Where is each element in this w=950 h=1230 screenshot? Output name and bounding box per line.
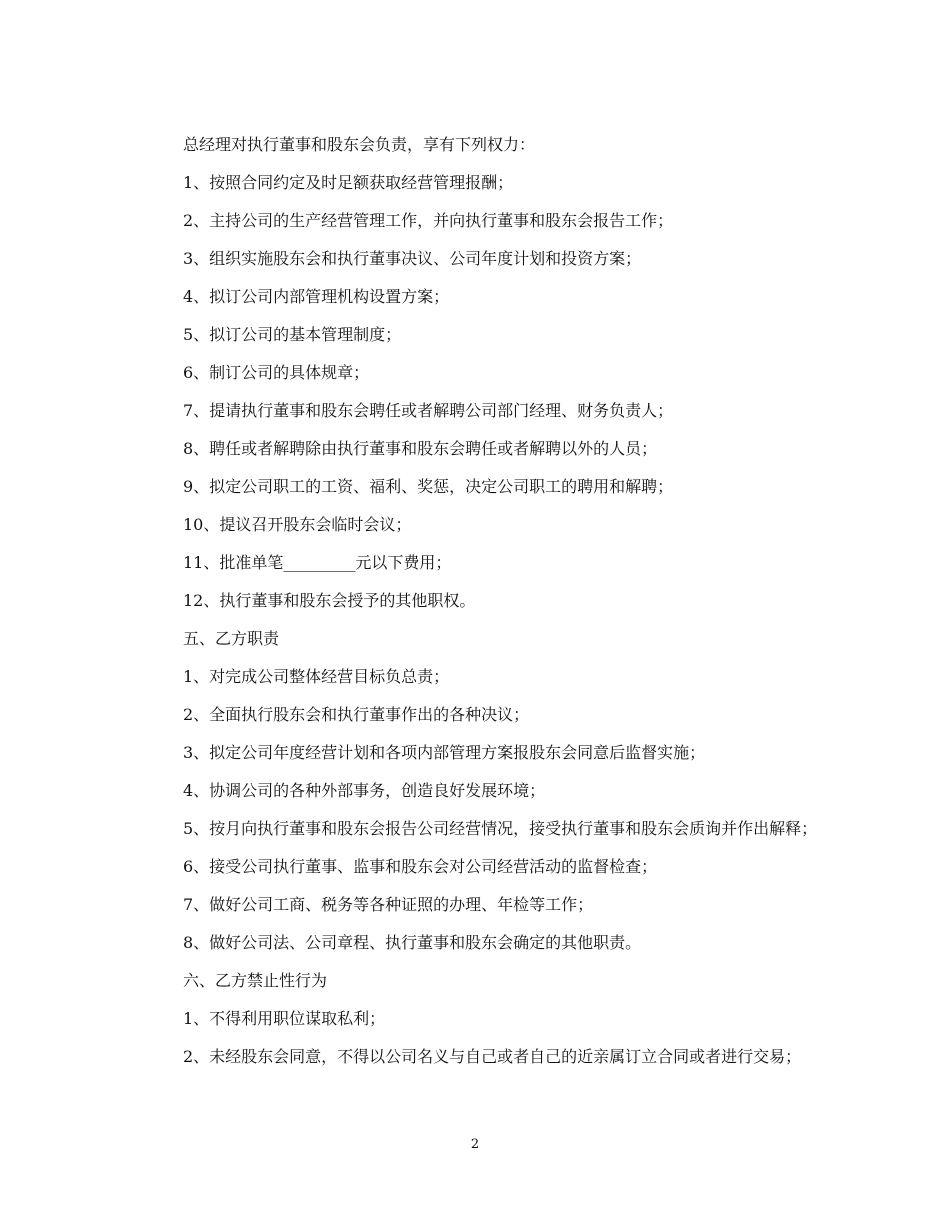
paragraph: 2、主持公司的生产经营管理工作，并向执行董事和股东会报告工作； bbox=[183, 211, 674, 230]
paragraph: 8、聘任或者解聘除由执行董事和股东会聘任或者解聘以外的人员； bbox=[183, 439, 658, 458]
paragraph: 总经理对执行董事和股东会负责，享有下列权力： bbox=[183, 135, 536, 154]
paragraph: 10、提议召开股东会临时会议； bbox=[183, 515, 412, 534]
section-heading: 五、乙方职责 bbox=[183, 629, 280, 648]
paragraph: 4、协调公司的各种外部事务，创造良好发展环境； bbox=[183, 781, 546, 800]
paragraph: 7、做好公司工商、税务等各种证照的办理、年检等工作； bbox=[183, 895, 594, 914]
paragraph: 5、拟订公司的基本管理制度； bbox=[183, 325, 402, 344]
section-heading: 六、乙方禁止性行为 bbox=[183, 971, 328, 990]
paragraph: 11、批准单笔_________元以下费用； bbox=[183, 553, 452, 572]
paragraph: 1、不得利用职位谋取私利； bbox=[183, 1009, 386, 1028]
paragraph: 2、未经股东会同意，不得以公司名义与自己或者自己的近亲属订立合同或者进行交易； bbox=[183, 1047, 802, 1066]
paragraph: 7、提请执行董事和股东会聘任或者解聘公司部门经理、财务负责人； bbox=[183, 401, 674, 420]
paragraph: 8、做好公司法、公司章程、执行董事和股东会确定的其他职责。 bbox=[183, 933, 642, 952]
paragraph: 9、拟定公司职工的工资、福利、奖惩，决定公司职工的聘用和解聘； bbox=[183, 477, 674, 496]
page-number: 2 bbox=[470, 1137, 480, 1152]
paragraph: 2、全面执行股东会和执行董事作出的各种决议； bbox=[183, 705, 530, 724]
paragraph: 3、组织实施股东会和执行董事决议、公司年度计划和投资方案； bbox=[183, 249, 642, 268]
paragraph: 1、按照合同约定及时足额获取经营管理报酬； bbox=[183, 173, 514, 192]
paragraph: 6、制订公司的具体规章； bbox=[183, 363, 370, 382]
paragraph: 12、执行董事和股东会授予的其他职权。 bbox=[183, 591, 476, 610]
paragraph: 1、对完成公司整体经营目标负总责； bbox=[183, 667, 450, 686]
paragraph: 5、按月向执行董事和股东会报告公司经营情况，接受执行董事和股东会质询并作出解释； bbox=[183, 819, 818, 838]
document-body bbox=[147, 126, 822, 1076]
paragraph: 3、拟定公司年度经营计划和各项内部管理方案报股东会同意后监督实施； bbox=[183, 743, 706, 762]
paragraph: 4、拟订公司内部管理机构设置方案； bbox=[183, 287, 450, 306]
paragraph: 6、接受公司执行董事、监事和股东会对公司经营活动的监督检查； bbox=[183, 857, 658, 876]
